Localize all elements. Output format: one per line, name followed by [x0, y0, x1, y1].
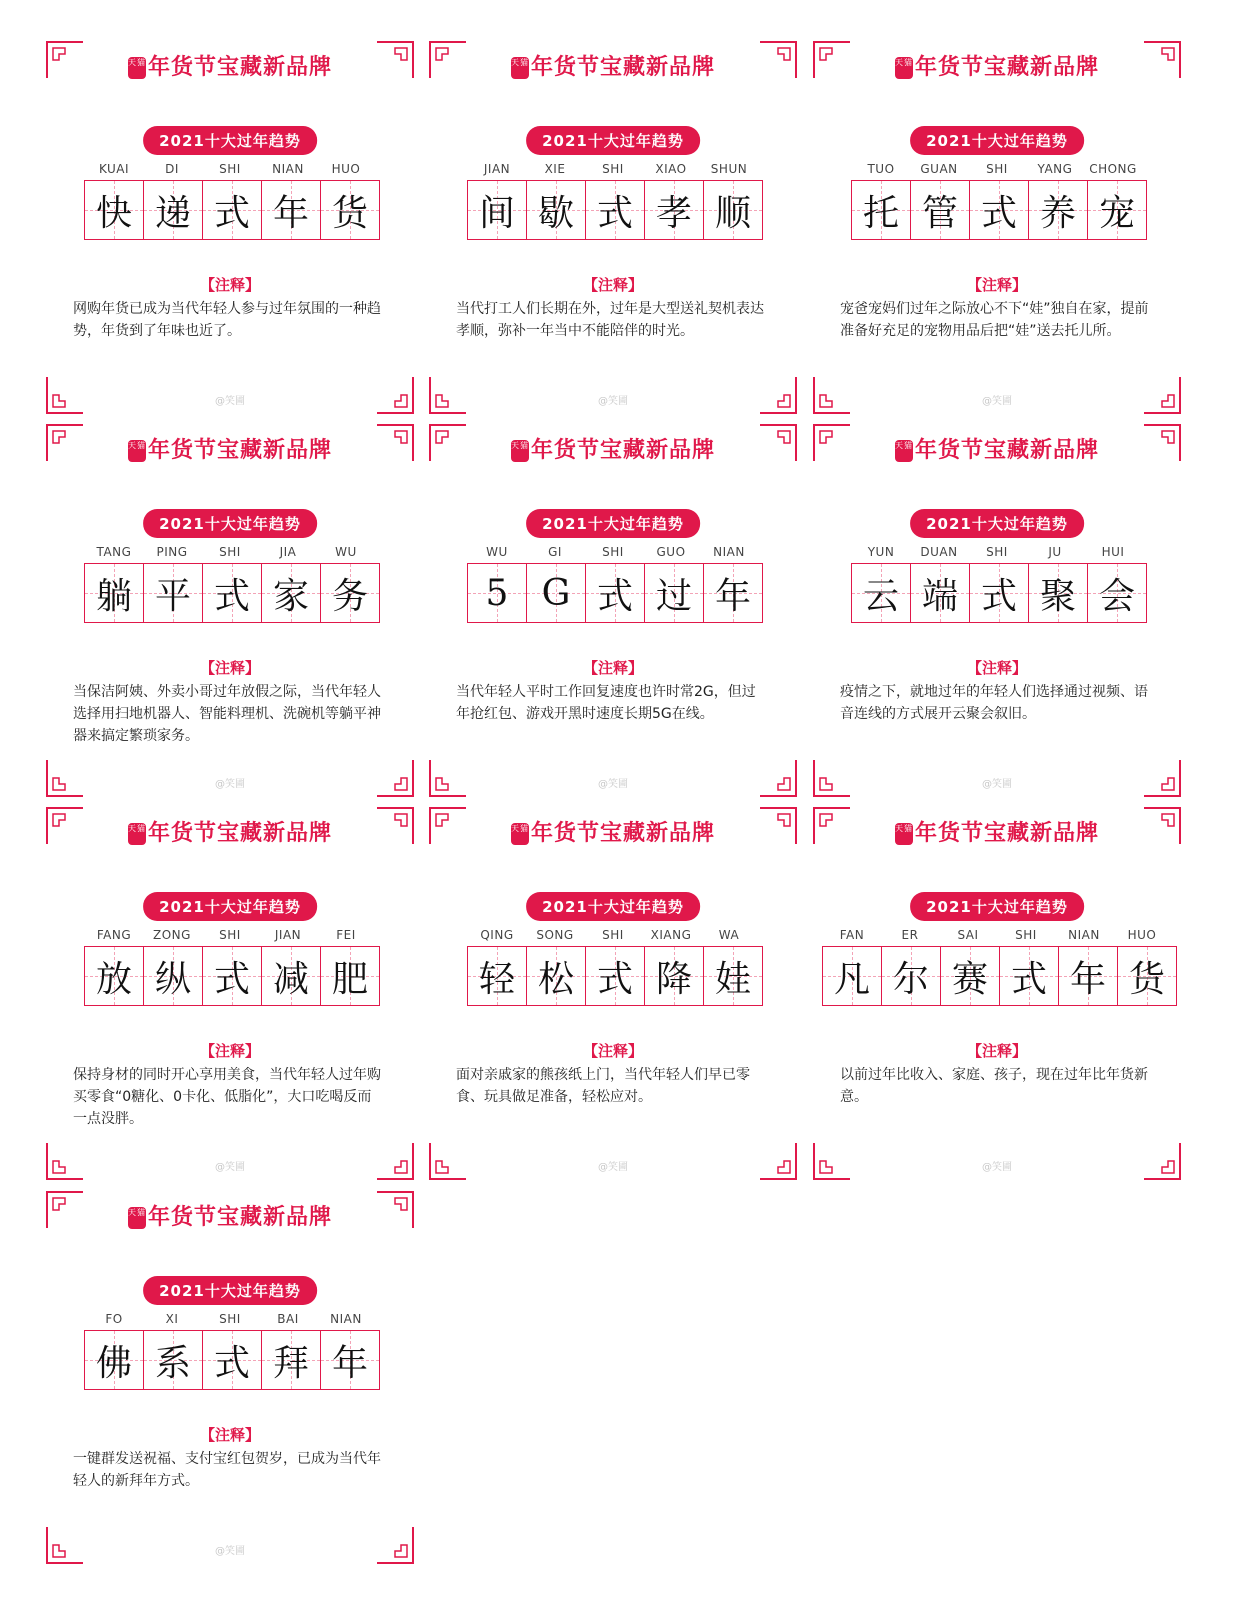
pinyin-row — [823, 928, 1171, 942]
character-tile: 躺 — [85, 564, 144, 622]
brand-title — [428, 50, 798, 81]
character-grid — [467, 563, 763, 623]
pinyin-syllable: XIANG — [650, 928, 692, 942]
pinyin-row — [468, 162, 758, 176]
pinyin-row — [852, 162, 1142, 176]
trend-card — [45, 1190, 415, 1565]
note-text: 以前过年比收入、家庭、孩子，现在过年比年货新意。 — [840, 1067, 1148, 1105]
pinyin-syllable: SHI — [986, 545, 1008, 559]
trend-badge: 2021十大过年趋势 — [526, 126, 700, 155]
character-grid — [467, 180, 763, 240]
watermark: @笑圃 — [215, 1162, 245, 1173]
character-tile: 过 — [645, 564, 704, 622]
character-tile: 式 — [586, 564, 645, 622]
note-label: 【注释】 — [199, 1426, 260, 1444]
tmall-logo-icon: 天猫 — [895, 823, 913, 845]
character-tile: 纵 — [144, 947, 203, 1005]
watermark: @笑圃 — [982, 779, 1012, 790]
character-tile: 式 — [203, 1331, 262, 1389]
note-label: 【注释】 — [582, 1042, 643, 1060]
pinyin-syllable: XIAO — [655, 162, 687, 176]
brand-title — [812, 433, 1182, 464]
pinyin-syllable: JIA — [279, 545, 297, 559]
note-text: 当代年轻人平时工作回复速度也许时常2G，但过年抢红包、游戏开黑时速度长期5G在线。 — [456, 684, 756, 722]
pinyin-syllable: NIAN — [330, 1312, 362, 1326]
character-tile: 递 — [144, 181, 203, 239]
brand-text: 年货节宝藏新品牌 — [147, 821, 332, 846]
pinyin-syllable: SHI — [219, 545, 241, 559]
character-tile: 年 — [321, 1331, 379, 1389]
brand-text: 年货节宝藏新品牌 — [530, 55, 715, 80]
trend-card — [812, 423, 1182, 798]
trend-card — [812, 40, 1182, 415]
tmall-logo-icon: 天猫 — [128, 1207, 146, 1229]
note-text: 网购年货已成为当代年轻人参与过年氛围的一种趋势，年货到了年味也近了。 — [73, 301, 381, 339]
tmall-logo-icon: 天猫 — [895, 57, 913, 79]
brand-text: 年货节宝藏新品牌 — [914, 821, 1099, 846]
pinyin-syllable: HUI — [1101, 545, 1125, 559]
tmall-logo-icon: 天猫 — [895, 440, 913, 462]
character-tile: 式 — [1000, 947, 1059, 1005]
character-tile: 肥 — [321, 947, 379, 1005]
pinyin-syllable: NIAN — [272, 162, 304, 176]
trend-card — [428, 423, 798, 798]
character-tile: 平 — [144, 564, 203, 622]
pinyin-syllable: SHI — [219, 162, 241, 176]
watermark: @笑圃 — [215, 1546, 245, 1557]
character-tile: 松 — [527, 947, 586, 1005]
pinyin-syllable: GI — [548, 545, 562, 559]
character-tile: 式 — [586, 181, 645, 239]
pinyin-syllable: YUN — [867, 545, 895, 559]
pinyin-syllable: YANG — [1037, 162, 1073, 176]
watermark: @笑圃 — [215, 779, 245, 790]
character-tile: 凡 — [823, 947, 882, 1005]
character-tile: 年 — [704, 564, 762, 622]
character-tile: 5 — [468, 564, 527, 622]
tmall-logo-icon: 天猫 — [128, 440, 146, 462]
note-label: 【注释】 — [199, 1042, 260, 1060]
pinyin-row — [85, 928, 375, 942]
character-tile: 货 — [321, 181, 379, 239]
character-tile: 年 — [262, 181, 321, 239]
watermark: @笑圃 — [598, 779, 628, 790]
trend-badge: 2021十大过年趋势 — [910, 509, 1084, 538]
pinyin-syllable: FAN — [839, 928, 865, 942]
character-tile: 歇 — [527, 181, 586, 239]
trend-badge: 2021十大过年趋势 — [910, 892, 1084, 921]
pinyin-row — [85, 162, 375, 176]
pinyin-syllable: SHI — [602, 928, 624, 942]
character-grid — [84, 1330, 380, 1390]
pinyin-syllable: QING — [480, 928, 514, 942]
character-tile: 间 — [468, 181, 527, 239]
pinyin-syllable: GUO — [656, 545, 686, 559]
note-text: 面对亲戚家的熊孩纸上门，当代年轻人们早已零食、玩具做足准备，轻松应对。 — [456, 1067, 750, 1105]
pinyin-syllable: SHI — [219, 928, 241, 942]
pinyin-row — [85, 1312, 375, 1326]
pinyin-syllable: FO — [105, 1312, 123, 1326]
tmall-logo-icon: 天猫 — [511, 57, 529, 79]
watermark: @笑圃 — [982, 396, 1012, 407]
brand-text: 年货节宝藏新品牌 — [147, 55, 332, 80]
brand-text: 年货节宝藏新品牌 — [530, 821, 715, 846]
character-grid — [851, 563, 1147, 623]
pinyin-syllable: SAI — [957, 928, 979, 942]
pinyin-syllable: DI — [165, 162, 179, 176]
pinyin-syllable: TANG — [96, 545, 132, 559]
trend-card — [45, 423, 415, 798]
character-tile: 赛 — [941, 947, 1000, 1005]
brand-text: 年货节宝藏新品牌 — [147, 438, 332, 463]
pinyin-syllable: SHUN — [710, 162, 748, 176]
pinyin-syllable: BAI — [277, 1312, 299, 1326]
pinyin-syllable: HUO — [331, 162, 361, 176]
pinyin-syllable: SHI — [602, 545, 624, 559]
brand-text: 年货节宝藏新品牌 — [147, 1205, 332, 1230]
character-tile: 孝 — [645, 181, 704, 239]
pinyin-syllable: FEI — [336, 928, 356, 942]
character-tile: 聚 — [1029, 564, 1088, 622]
pinyin-syllable: JIAN — [483, 162, 511, 176]
character-tile: 尔 — [882, 947, 941, 1005]
character-grid — [84, 563, 380, 623]
watermark: @笑圃 — [982, 1162, 1012, 1173]
tmall-logo-icon: 天猫 — [128, 823, 146, 845]
brand-title — [45, 1200, 415, 1231]
pinyin-syllable: GUAN — [920, 162, 958, 176]
character-tile: 系 — [144, 1331, 203, 1389]
character-tile: 式 — [203, 947, 262, 1005]
trend-card — [428, 40, 798, 415]
pinyin-row — [468, 545, 758, 559]
pinyin-syllable: SHI — [602, 162, 624, 176]
character-tile: 式 — [586, 947, 645, 1005]
brand-title — [428, 816, 798, 847]
note-label: 【注释】 — [582, 276, 643, 294]
brand-text: 年货节宝藏新品牌 — [530, 438, 715, 463]
brand-title — [45, 433, 415, 464]
character-grid — [467, 946, 763, 1006]
brand-title — [812, 50, 1182, 81]
pinyin-row — [852, 545, 1142, 559]
pinyin-row — [85, 545, 375, 559]
character-tile: 顺 — [704, 181, 762, 239]
character-tile: 拜 — [262, 1331, 321, 1389]
character-tile: 管 — [911, 181, 970, 239]
trend-badge: 2021十大过年趋势 — [143, 126, 317, 155]
trend-card — [45, 40, 415, 415]
character-tile: 宠 — [1088, 181, 1146, 239]
character-grid — [84, 180, 380, 240]
tmall-logo-icon: 天猫 — [128, 57, 146, 79]
trend-badge: 2021十大过年趋势 — [910, 126, 1084, 155]
brand-title — [45, 50, 415, 81]
character-tile: 端 — [911, 564, 970, 622]
pinyin-syllable: TUO — [867, 162, 895, 176]
pinyin-syllable: WU — [486, 545, 508, 559]
note-label: 【注释】 — [582, 659, 643, 677]
character-tile: 货 — [1118, 947, 1176, 1005]
pinyin-syllable: JU — [1048, 545, 1062, 559]
pinyin-syllable: PING — [156, 545, 188, 559]
character-tile: 养 — [1029, 181, 1088, 239]
character-tile: 托 — [852, 181, 911, 239]
pinyin-syllable: NIAN — [1068, 928, 1100, 942]
trend-badge: 2021十大过年趋势 — [526, 509, 700, 538]
pinyin-syllable: NIAN — [713, 545, 745, 559]
pinyin-syllable: FANG — [96, 928, 132, 942]
character-tile: 降 — [645, 947, 704, 1005]
trend-badge: 2021十大过年趋势 — [143, 1276, 317, 1305]
pinyin-syllable: SHI — [986, 162, 1008, 176]
character-tile: 家 — [262, 564, 321, 622]
watermark: @笑圃 — [598, 1162, 628, 1173]
character-tile: 放 — [85, 947, 144, 1005]
pinyin-row — [468, 928, 758, 942]
pinyin-syllable: ER — [901, 928, 919, 942]
tmall-logo-icon: 天猫 — [511, 440, 529, 462]
note-label: 【注释】 — [966, 1042, 1027, 1060]
note-text: 当代打工人们长期在外，过年是大型送礼契机表达孝顺，弥补一年当中不能陪伴的时光。 — [456, 301, 764, 339]
note-label: 【注释】 — [966, 276, 1027, 294]
note-label: 【注释】 — [966, 659, 1027, 677]
character-tile: 式 — [970, 181, 1029, 239]
trend-card — [45, 806, 415, 1181]
brand-text: 年货节宝藏新品牌 — [914, 55, 1099, 80]
character-tile: 年 — [1059, 947, 1118, 1005]
pinyin-syllable: HUO — [1127, 928, 1157, 942]
pinyin-syllable: SONG — [536, 928, 574, 942]
character-tile: 式 — [970, 564, 1029, 622]
pinyin-syllable: SHI — [1015, 928, 1037, 942]
character-tile: 娃 — [704, 947, 762, 1005]
note-label: 【注释】 — [199, 276, 260, 294]
character-tile: 轻 — [468, 947, 527, 1005]
note-text: 当保洁阿姨、外卖小哥过年放假之际，当代年轻人选择用扫地机器人、智能料理机、洗碗机等躺平神器来搞定繁琐家务。 — [73, 684, 381, 744]
brand-text: 年货节宝藏新品牌 — [914, 438, 1099, 463]
trend-badge: 2021十大过年趋势 — [143, 892, 317, 921]
character-tile: G — [527, 564, 586, 622]
pinyin-syllable: WU — [335, 545, 357, 559]
pinyin-syllable: CHONG — [1089, 162, 1137, 176]
pinyin-syllable: DUAN — [920, 545, 958, 559]
character-tile: 佛 — [85, 1331, 144, 1389]
watermark: @笑圃 — [598, 396, 628, 407]
trend-card — [812, 806, 1182, 1181]
brand-title — [428, 433, 798, 464]
trend-badge: 2021十大过年趋势 — [143, 509, 317, 538]
character-grid — [84, 946, 380, 1006]
note-text: 一键群发送祝福、支付宝红包贺岁，已成为当代年轻人的新拜年方式。 — [73, 1451, 381, 1489]
tmall-logo-icon: 天猫 — [511, 823, 529, 845]
character-tile: 会 — [1088, 564, 1146, 622]
note-text: 保持身材的同时开心享用美食，当代年轻人过年购买零食“0糖化、0卡化、低脂化”，大口吃喝反而一点没胖。 — [73, 1067, 381, 1127]
brand-title — [812, 816, 1182, 847]
pinyin-syllable: XI — [165, 1312, 179, 1326]
note-text: 宠爸宠妈们过年之际放心不下“娃”独自在家，提前准备好充足的宠物用品后把“娃”送去托儿所。 — [840, 301, 1149, 339]
trend-card — [428, 806, 798, 1181]
character-tile: 务 — [321, 564, 379, 622]
pinyin-syllable: JIAN — [274, 928, 302, 942]
character-tile: 式 — [203, 181, 262, 239]
character-tile: 式 — [203, 564, 262, 622]
character-tile: 快 — [85, 181, 144, 239]
trend-badge: 2021十大过年趋势 — [526, 892, 700, 921]
pinyin-syllable: ZONG — [153, 928, 191, 942]
note-label: 【注释】 — [199, 659, 260, 677]
character-grid — [851, 180, 1147, 240]
character-tile: 云 — [852, 564, 911, 622]
note-text: 疫情之下，就地过年的年轻人们选择通过视频、语音连线的方式展开云聚会叙旧。 — [840, 684, 1148, 722]
character-grid — [822, 946, 1177, 1006]
watermark: @笑圃 — [215, 396, 245, 407]
pinyin-syllable: WA — [718, 928, 740, 942]
character-tile: 减 — [262, 947, 321, 1005]
brand-title — [45, 816, 415, 847]
pinyin-syllable: SHI — [219, 1312, 241, 1326]
pinyin-syllable: XIE — [544, 162, 566, 176]
pinyin-syllable: KUAI — [98, 162, 130, 176]
